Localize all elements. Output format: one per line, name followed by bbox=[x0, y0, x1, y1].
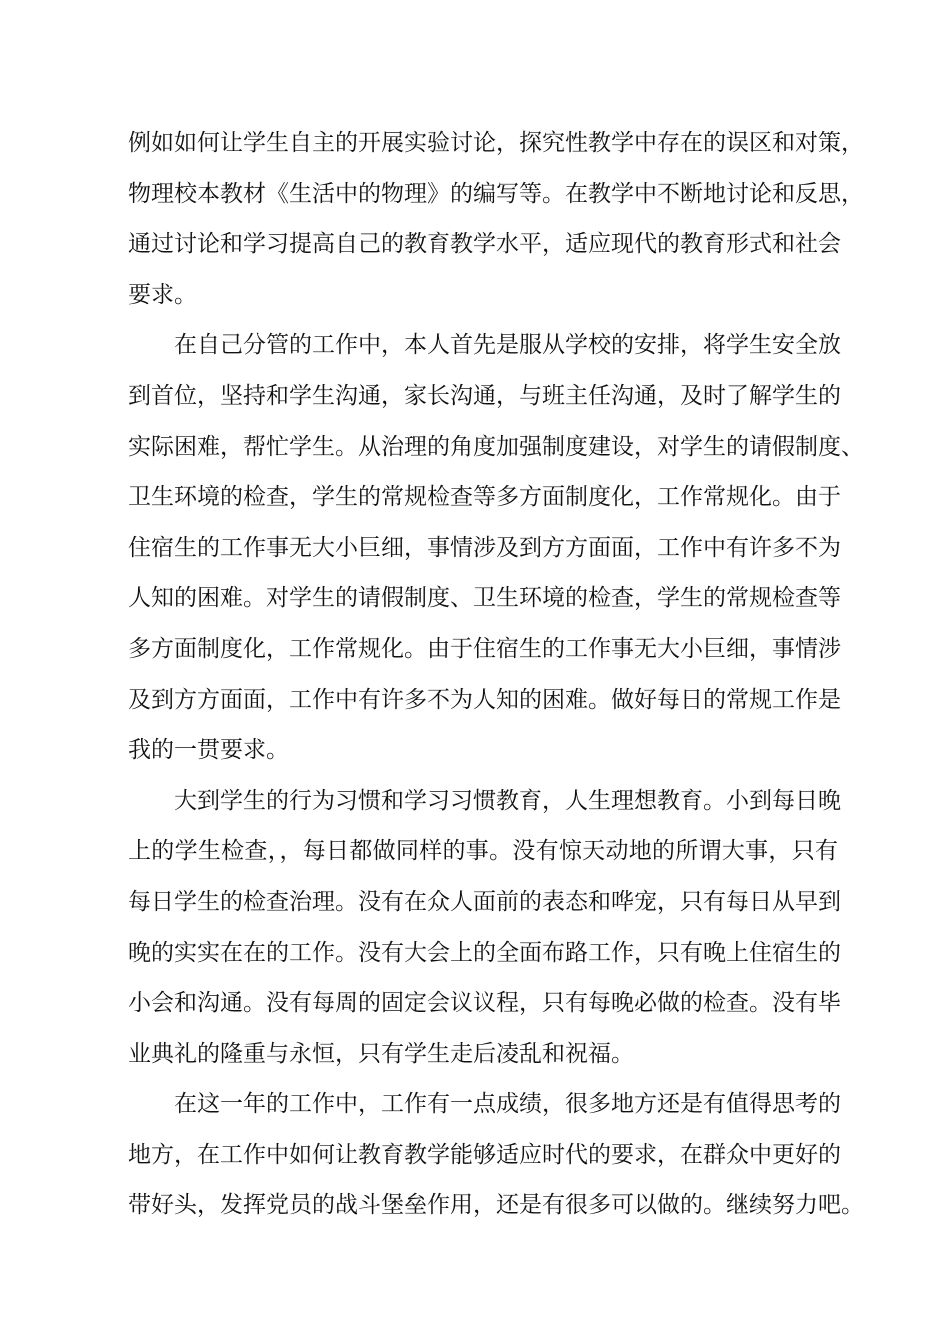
text-line: 实际困难，帮忙学生。从治理的角度加强制度建设，对学生的请假制度、 bbox=[128, 433, 864, 460]
text-line: 大到学生的行为习惯和学习习惯教育，人生理想教育。小到每日晚 bbox=[174, 787, 841, 814]
text-line: 卫生环境的检查，学生的常规检查等多方面制度化，工作常规化。由于 bbox=[128, 484, 841, 511]
text-line: 及到方方面面，工作中有许多不为人知的困难。做好每日的常规工作是 bbox=[128, 686, 841, 713]
text-line: 要求。 bbox=[128, 281, 197, 308]
text-line: 通过讨论和学习提高自己的教育教学水平，适应现代的教育形式和社会 bbox=[128, 231, 841, 258]
text-line: 每日学生的检查治理。没有在众人面前的表态和哗宠，只有每日从早到 bbox=[128, 888, 841, 915]
text-line: 带好头，发挥党员的战斗堡垒作用，还是有很多可以做的。继续努力吧。 bbox=[128, 1192, 864, 1219]
text-line: 晚的实实在在的工作。没有大会上的全面布路工作，只有晚上住宿生的 bbox=[128, 939, 841, 966]
text-line: 地方，在工作中如何让教育教学能够适应时代的要求，在群众中更好的 bbox=[128, 1141, 841, 1168]
text-line: 人知的困难。对学生的请假制度、卫生环境的检查，学生的常规检查等 bbox=[128, 585, 841, 612]
text-line: 到首位，坚持和学生沟通，家长沟通，与班主任沟通，及时了解学生的 bbox=[128, 382, 841, 409]
text-line: 多方面制度化，工作常规化。由于住宿生的工作事无大小巨细，事情涉 bbox=[128, 635, 841, 662]
text-line: 在自己分管的工作中，本人首先是服从学校的安排，将学生安全放 bbox=[174, 332, 841, 359]
text-line: 例如如何让学生自主的开展实验讨论，探究性教学中存在的误区和对策， bbox=[128, 130, 864, 156]
text-line: 物理校本教材《生活中的物理》的编写等。在教学中不断地讨论和反思， bbox=[128, 180, 864, 207]
paragraph bbox=[128, 776, 841, 1080]
text-line: 业典礼的隆重与永恒，只有学生走后凌乱和祝福。 bbox=[128, 1040, 634, 1067]
document-body bbox=[128, 118, 864, 1231]
paragraph bbox=[128, 320, 864, 775]
text-line: 小会和沟通。没有每周的固定会议议程，只有每晚必做的检查。没有毕 bbox=[128, 990, 841, 1017]
text-line: 在这一年的工作中，工作有一点成绩，很多地方还是有值得思考的 bbox=[174, 1091, 841, 1118]
text-line: 上的学生检查，，每日都做同样的事。没有惊天动地的所谓大事，只有 bbox=[128, 838, 838, 865]
text-line: 住宿生的工作事无大小巨细，事情涉及到方方面面，工作中有许多不为 bbox=[128, 534, 841, 561]
paragraph bbox=[128, 118, 864, 320]
paragraph bbox=[128, 1079, 864, 1231]
text-line: 我的一贯要求。 bbox=[128, 737, 289, 764]
